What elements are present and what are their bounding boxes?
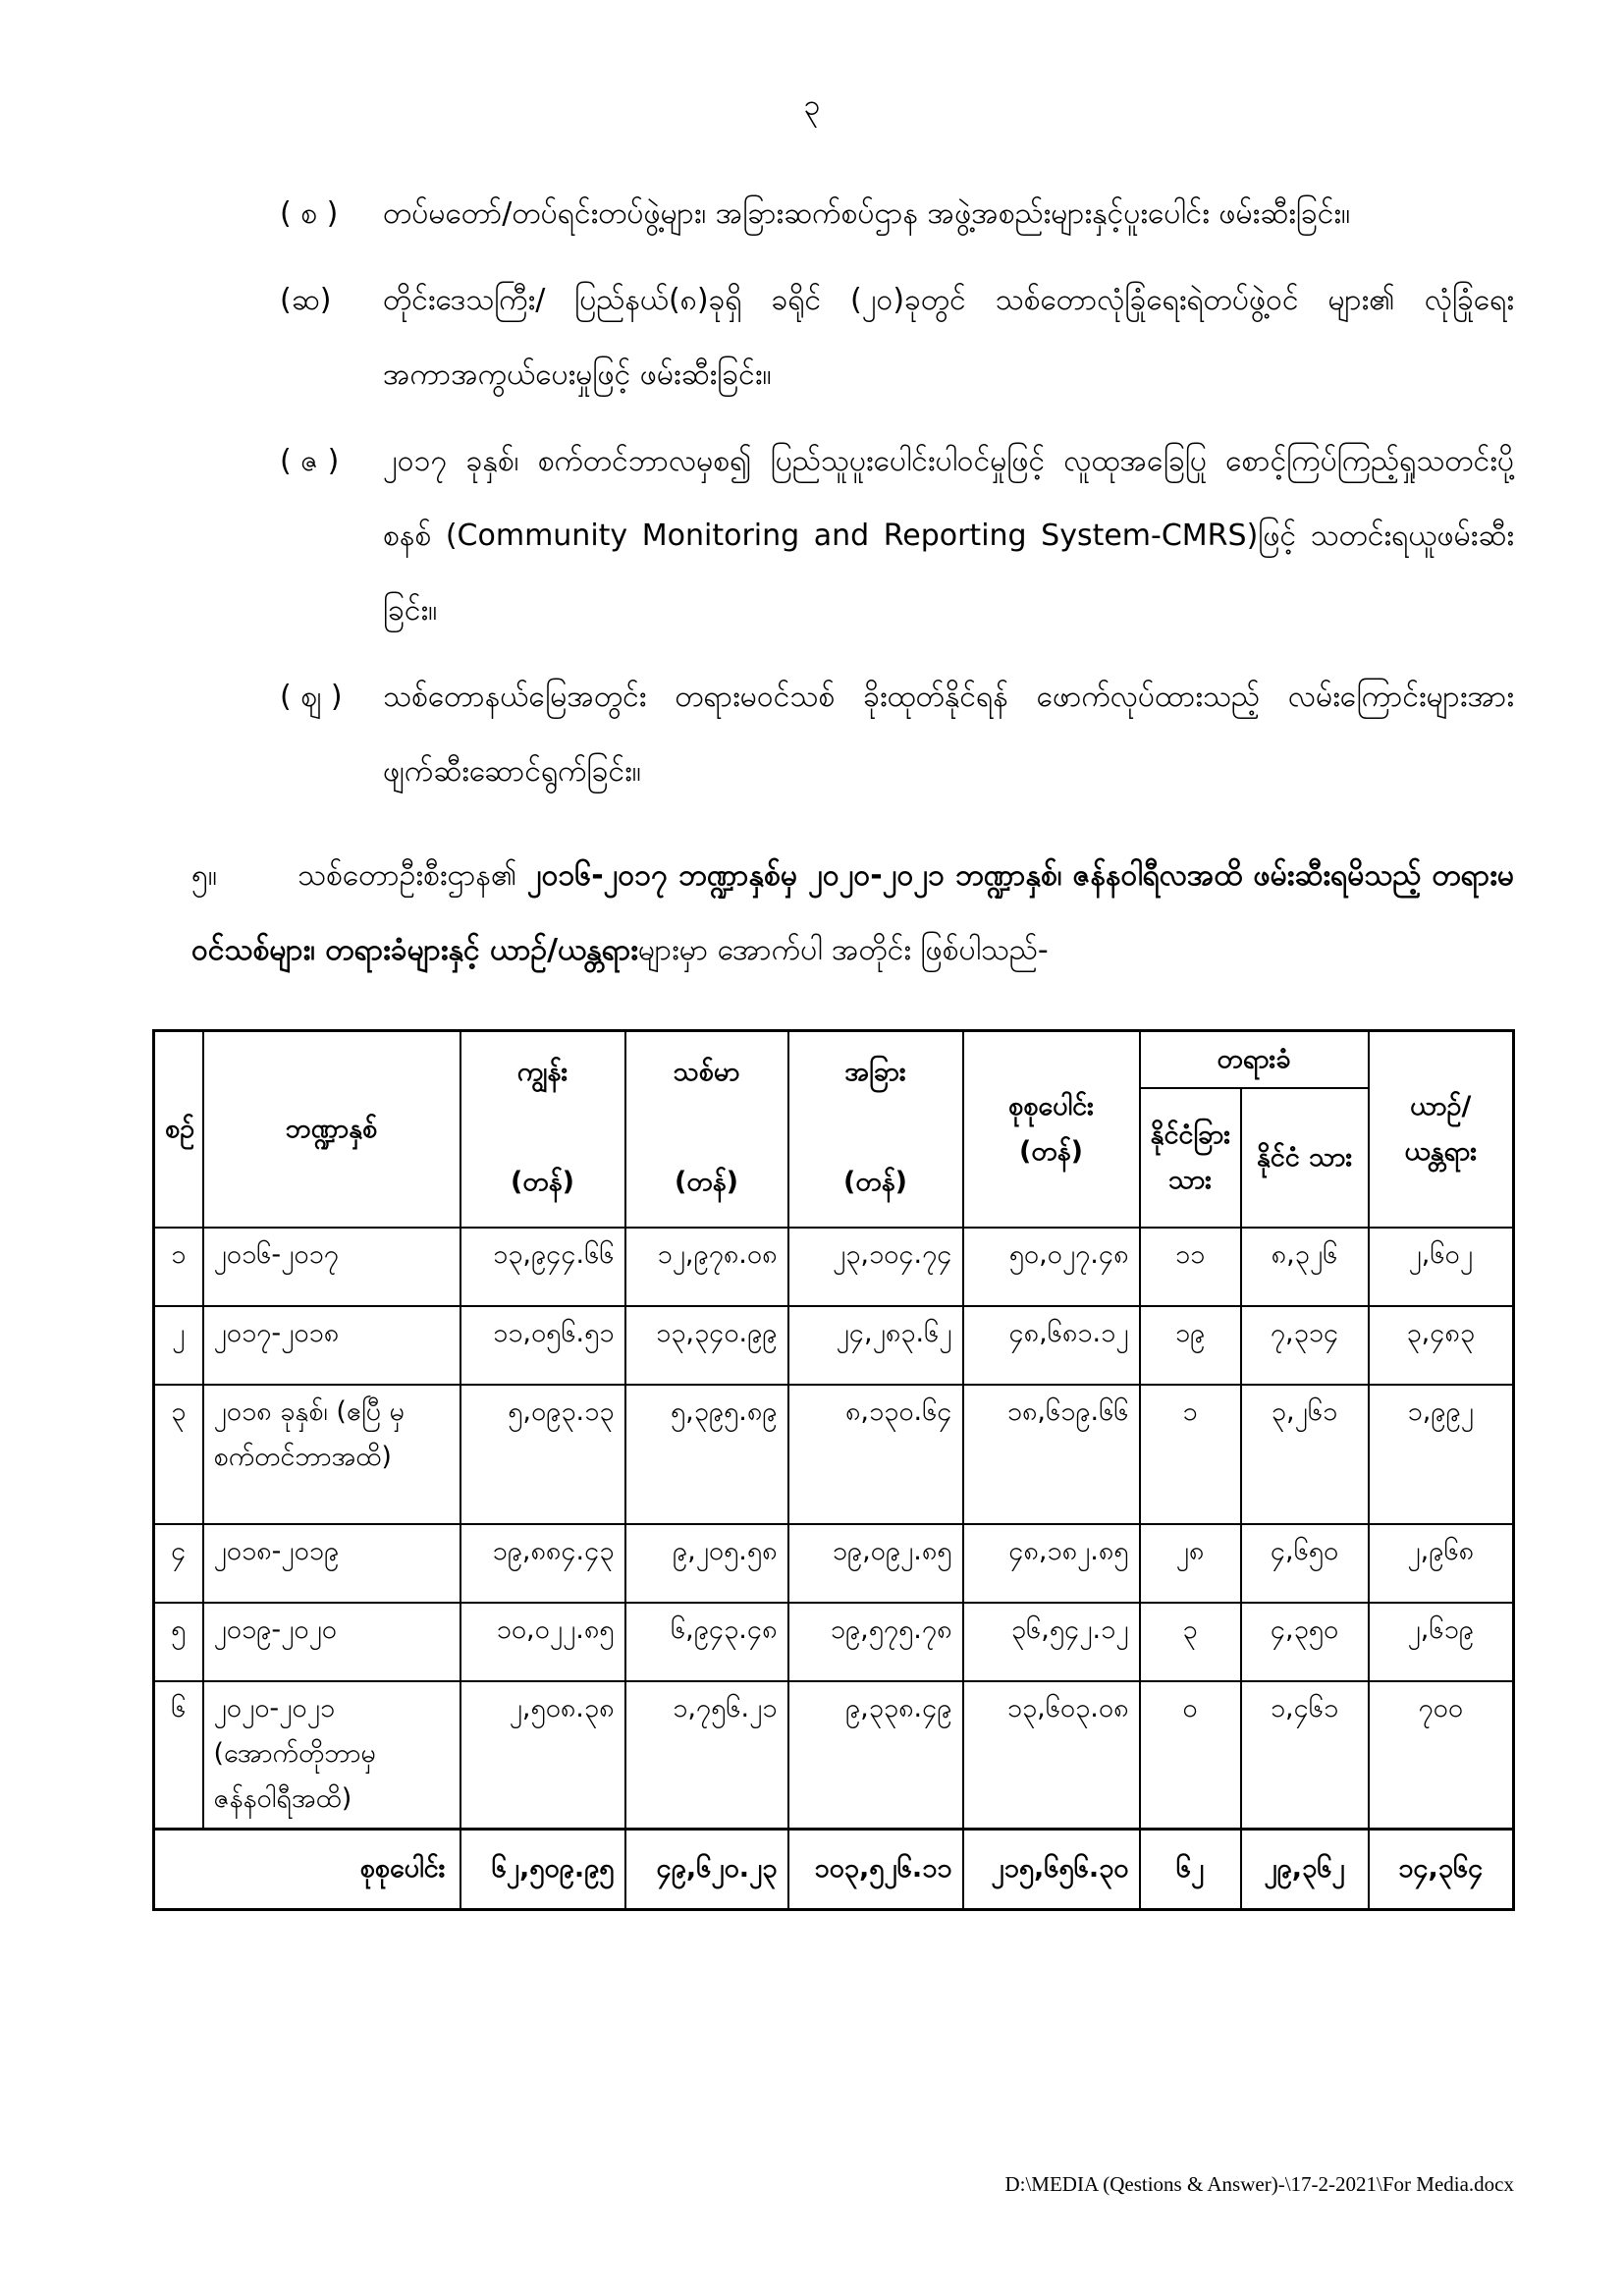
cell-vehicles: ၂,၆၀၂ bbox=[1369, 1228, 1514, 1306]
list-item-label: ( ဇ ) bbox=[280, 444, 340, 478]
list-item bbox=[280, 660, 1514, 809]
cell-citizen: ၇,၃၁၄ bbox=[1241, 1306, 1369, 1385]
cell-citizen: ၄,၃၅၀ bbox=[1241, 1603, 1369, 1681]
table-row bbox=[154, 1306, 1514, 1385]
cell-vehicles: ၃,၄၈၃ bbox=[1369, 1306, 1514, 1385]
total-teak: ၆၂,၅၀၉.၉၅ bbox=[460, 1829, 625, 1909]
cell-citizen: ၈,၃၂၆ bbox=[1241, 1228, 1369, 1306]
cell-vehicles: ၇၀၀ bbox=[1369, 1681, 1514, 1829]
col-header-vehicles: ယာဉ်/ ယန္တရား bbox=[1369, 1031, 1514, 1229]
table-row bbox=[154, 1681, 1514, 1829]
cell-other: ၂၃,၁၀၄.၇၄ bbox=[788, 1228, 963, 1306]
cell-foreigner: ၁၉ bbox=[1140, 1306, 1241, 1385]
list-item-label: ( ဈ ) bbox=[280, 680, 343, 714]
paragraph-lead-text: သစ်တောဦးစီးဌာန၏ bbox=[298, 858, 527, 893]
col-header-other-label: အခြား bbox=[844, 1057, 906, 1087]
cell-foreigner: ၂၈ bbox=[1140, 1524, 1241, 1603]
cell-teak: ၁၀,၀၂၂.၈၅ bbox=[460, 1603, 625, 1681]
cell-fiscal-year: ၂၀၁၆-၂၀၁၇ bbox=[203, 1228, 460, 1306]
table-header bbox=[154, 1031, 1514, 1229]
cell-total: ၄၈,၆၈၁.၁၂ bbox=[963, 1306, 1140, 1385]
total-vehicles: ၁၄,၃၆၄ bbox=[1369, 1829, 1514, 1909]
cell-citizen: ၁,၄၆၁ bbox=[1241, 1681, 1369, 1829]
total-citizen: ၂၉,၃၆၂ bbox=[1241, 1829, 1369, 1909]
list-item bbox=[280, 177, 1514, 251]
table-row bbox=[154, 1385, 1514, 1524]
col-header-total-unit: (တန်) bbox=[1019, 1136, 1083, 1167]
table-body bbox=[154, 1228, 1514, 1909]
header-row-1 bbox=[154, 1031, 1514, 1089]
list-item bbox=[280, 424, 1514, 648]
paragraph-bold-text: ၂၀၁၆-၂၀၁၇ ဘဏ္ဍာနှစ်မှ ၂၀၂၀-၂၀၂၁ ဘဏ္ဍာနှစ်၊ ဇန်နဝါရီလအထိ ဖမ်းဆီးရမိသည့် တရားမဝင်သစ်များ၊ တရားခံများနှင့် ယာဉ်/ယန္တရား bbox=[191, 858, 1514, 967]
page-number: ၃ bbox=[803, 88, 821, 123]
col-header-teak bbox=[460, 1031, 625, 1229]
cell-fiscal-year: ၂၀၂၀-၂၀၂၁ (အောက်တိုဘာမှ ဇန်နဝါရီအထိ) bbox=[203, 1681, 460, 1829]
cell-other: ၁၉,၀၉၂.၈၅ bbox=[788, 1524, 963, 1603]
list-item-text: တိုင်းဒေသကြီး/ ပြည်နယ်(၈)ခုရှိ ခရိုင် (၂၀)ခုတွင် သစ်တောလုံခြုံရေးရဲတပ်ဖွဲ့ဝင် များ၏ လုံခြုံရေးအကာအကွယ်ပေးမှုဖြင့် ဖမ်းဆီးခြင်း။ bbox=[383, 283, 1514, 392]
cell-vehicles: ၁,၉၉၂ bbox=[1369, 1385, 1514, 1524]
col-header-hardwood bbox=[625, 1031, 788, 1229]
cell-citizen: ၄,၆၅၀ bbox=[1241, 1524, 1369, 1603]
cell-fiscal-year: ၂၀၁၈-၂၀၁၉ bbox=[203, 1524, 460, 1603]
col-header-other-unit: (တန်) bbox=[843, 1167, 907, 1198]
col-header-teak-label: ကျွန်း bbox=[516, 1057, 568, 1087]
table-row bbox=[154, 1603, 1514, 1681]
list-item-text: ၂၀၁၇ ခုနှစ်၊ စက်တင်ဘာလမှစ၍ ပြည်သူပူးပေါင်းပါဝင်မှုဖြင့် လူထုအခြေပြု စောင့်ကြပ်ကြည့်ရှုသတင်းပို့စနစ် (Community Monitoring and Reporting System-CMRS)ဖြင့် သတင်းရယူဖမ်းဆီးခြင်း။ bbox=[383, 444, 1514, 628]
col-header-offenders: တရားခံ bbox=[1140, 1031, 1369, 1089]
cell-hardwood: ၅,၃၉၅.၈၉ bbox=[625, 1385, 788, 1524]
paragraph-number: ၅။ bbox=[191, 858, 217, 893]
file-path: D:\MEDIA (Qestions & Answer)-\17-2-2021\For Media.docx bbox=[1004, 2172, 1514, 2196]
cell-no: ၃ bbox=[154, 1385, 203, 1524]
cell-no: ၁ bbox=[154, 1228, 203, 1306]
cell-other: ၁၉,၅၇၅.၇၈ bbox=[788, 1603, 963, 1681]
list-item-label: (ဆ) bbox=[280, 283, 332, 317]
col-header-foreigner: နိုင်ငံခြား သား bbox=[1140, 1088, 1241, 1228]
cell-foreigner: ၁ bbox=[1140, 1385, 1241, 1524]
cell-total: ၅၀,၀၂၇.၄၈ bbox=[963, 1228, 1140, 1306]
cell-hardwood: ၁၃,၃၄၀.၉၉ bbox=[625, 1306, 788, 1385]
col-header-hardwood-label: သစ်မာ bbox=[673, 1057, 740, 1087]
col-header-other bbox=[788, 1031, 963, 1229]
cell-foreigner: ၃ bbox=[1140, 1603, 1241, 1681]
cell-no: ၂ bbox=[154, 1306, 203, 1385]
cell-total: ၄၈,၁၈၂.၈၅ bbox=[963, 1524, 1140, 1603]
col-header-teak-unit: (တန်) bbox=[511, 1167, 574, 1198]
list-item-label: ( စ ) bbox=[280, 196, 339, 231]
table-row bbox=[154, 1524, 1514, 1603]
seizure-statistics-table bbox=[152, 1029, 1515, 1911]
cell-teak: ၂,၅၀၈.၃၈ bbox=[460, 1681, 625, 1829]
cell-no: ၄ bbox=[154, 1524, 203, 1603]
paragraph-5 bbox=[191, 839, 1514, 988]
cell-vehicles: ၂,၆၁၉ bbox=[1369, 1603, 1514, 1681]
total-other: ၁၀၃,၅၂၆.၁၁ bbox=[788, 1829, 963, 1909]
cell-vehicles: ၂,၉၆၈ bbox=[1369, 1524, 1514, 1603]
col-header-total bbox=[963, 1031, 1140, 1229]
cell-fiscal-year: ၂၀၁၉-၂၀၂၀ bbox=[203, 1603, 460, 1681]
list-item-text: သစ်တောနယ်မြေအတွင်း တရားမဝင်သစ် ခိုးထုတ်နိုင်ရန် ဖောက်လုပ်ထားသည့် လမ်းကြောင်းများအား ဖျက်ဆီးဆောင်ရွက်ခြင်း။ bbox=[383, 680, 1514, 789]
col-header-no: စဉ် bbox=[154, 1031, 203, 1229]
cell-hardwood: ၆,၉၄၃.၄၈ bbox=[625, 1603, 788, 1681]
col-header-hardwood-unit: (တန်) bbox=[675, 1167, 738, 1198]
cell-total: ၃၆,၅၄၂.၁၂ bbox=[963, 1603, 1140, 1681]
cell-other: ၂၄,၂၈၃.၆၂ bbox=[788, 1306, 963, 1385]
cell-teak: ၁၁,၀၅၆.၅၁ bbox=[460, 1306, 625, 1385]
cell-citizen: ၃,၂၆၁ bbox=[1241, 1385, 1369, 1524]
col-header-citizen: နိုင်ငံ သား bbox=[1241, 1088, 1369, 1228]
table-total-row bbox=[154, 1829, 1514, 1909]
cell-total: ၁၃,၆၀၃.၀၈ bbox=[963, 1681, 1140, 1829]
cell-teak: ၁၃,၉၄၄.၆၆ bbox=[460, 1228, 625, 1306]
list-item bbox=[280, 263, 1514, 412]
cell-total: ၁၈,၆၁၉.၆၆ bbox=[963, 1385, 1140, 1524]
table-row bbox=[154, 1228, 1514, 1306]
cell-other: ၉,၃၃၈.၄၉ bbox=[788, 1681, 963, 1829]
cell-other: ၈,၁၃၀.၆၄ bbox=[788, 1385, 963, 1524]
cell-foreigner: ၁၁ bbox=[1140, 1228, 1241, 1306]
cell-foreigner: ၀ bbox=[1140, 1681, 1241, 1829]
total-grand: ၂၁၅,၆၅၆.၃၀ bbox=[963, 1829, 1140, 1909]
total-row-label: စုစုပေါင်း bbox=[154, 1829, 460, 1909]
cell-hardwood: ၁၂,၉၇၈.၀၈ bbox=[625, 1228, 788, 1306]
paragraph-tail-text: များမှာ အောက်ပါ အတိုင်း ဖြစ်ပါသည်- bbox=[637, 933, 1049, 967]
cell-hardwood: ၁,၇၅၆.၂၁ bbox=[625, 1681, 788, 1829]
cell-teak: ၁၉,၈၈၄.၄၃ bbox=[460, 1524, 625, 1603]
total-foreigner: ၆၂ bbox=[1140, 1829, 1241, 1909]
cell-hardwood: ၉,၂၀၅.၅၈ bbox=[625, 1524, 788, 1603]
cell-teak: ၅,၀၉၃.၁၃ bbox=[460, 1385, 625, 1524]
total-hardwood: ၄၉,၆၂၀.၂၃ bbox=[625, 1829, 788, 1909]
cell-no: ၅ bbox=[154, 1603, 203, 1681]
lettered-list bbox=[280, 177, 1514, 809]
cell-fiscal-year: ၂၀၁၇-၂၀၁၈ bbox=[203, 1306, 460, 1385]
cell-no: ၆ bbox=[154, 1681, 203, 1829]
col-header-total-label: စုစုပေါင်း bbox=[1008, 1091, 1094, 1122]
list-item-text: တပ်မတော်/တပ်ရင်းတပ်ဖွဲ့များ၊ အခြားဆက်စပ်ဌာန အဖွဲ့အစည်းများနှင့်ပူးပေါင်း ဖမ်းဆီးခြင်း။ bbox=[383, 196, 1351, 231]
cell-fiscal-year: ၂၀၁၈ ခုနှစ်၊ (ဧပြီ မှစက်တင်ဘာအထိ) bbox=[203, 1385, 460, 1524]
col-header-fiscal-year: ဘဏ္ဍာနှစ် bbox=[203, 1031, 460, 1229]
